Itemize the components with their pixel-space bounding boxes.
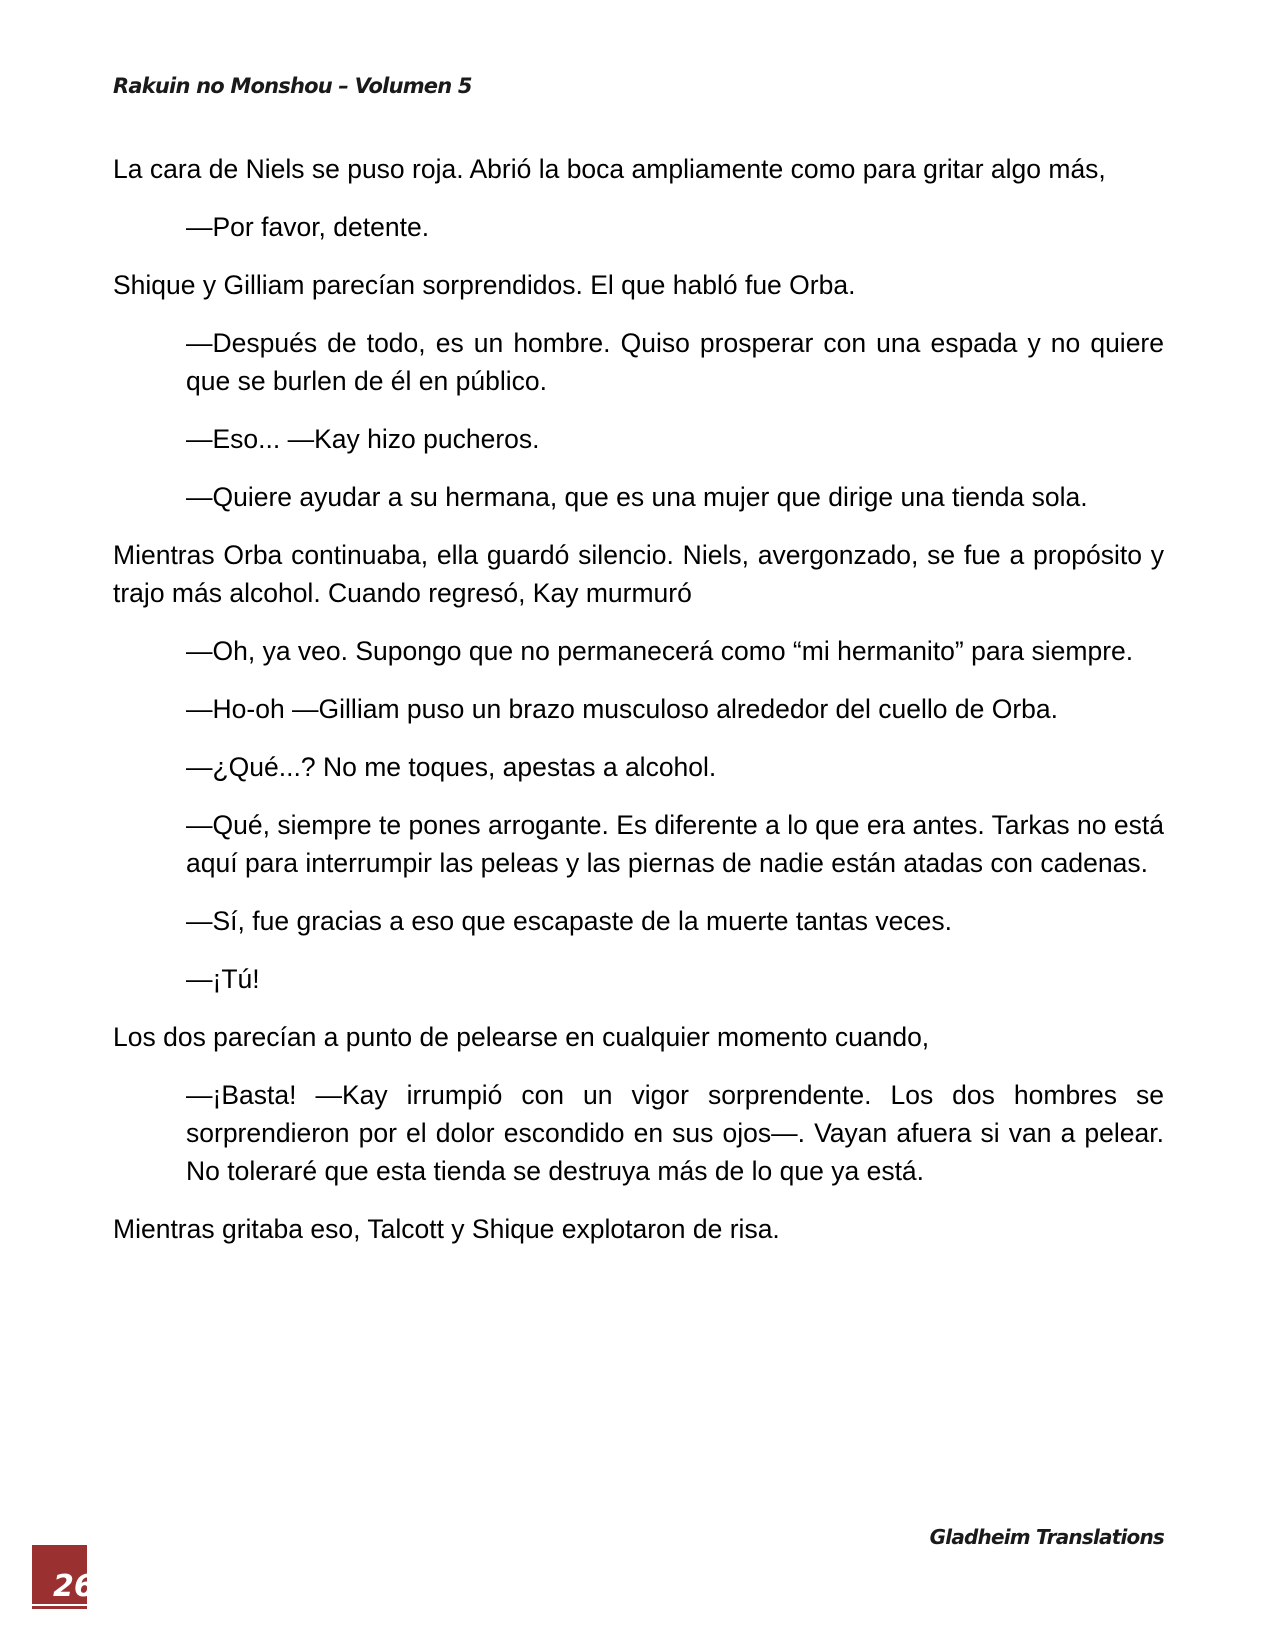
dialogue-paragraph: —¡Basta! —Kay irrumpió con un vigor sorprendente. Los dos hombres se sorprendieron por el dolor escondido en sus ojos—. Vayan afuera si van a pelear. No toleraré que esta tienda se destruya más de lo que ya está. [186,1080,1164,1186]
dialogue-paragraph: —Después de todo, es un hombre. Quiso prosperar con una espada y no quiere que se burlen de él en público. [186,328,1164,396]
dialogue-paragraph: —Quiere ayudar a su hermana, que es una mujer que dirige una tienda sola. [186,482,1088,512]
dialogue-paragraph: —¿Qué...? No me toques, apestas a alcohol. [186,752,717,782]
narration-paragraph: La cara de Niels se puso roja. Abrió la boca ampliamente como para gritar algo más, [113,154,1106,184]
chapter-body [113,150,1164,1268]
footer-brand: Gladheim Translations [929,1525,1164,1549]
dialogue-paragraph: —Qué, siempre te pones arrogante. Es diferente a lo que era antes. Tarkas no está aquí para interrumpir las peleas y las piernas de nadie están atadas con cadenas. [186,810,1164,878]
dialogue-paragraph: —¡Tú! [186,964,260,994]
page-number: 26 [32,1570,101,1606]
dialogue-paragraph: —Sí, fue gracias a eso que escapaste de la muerte tantas veces. [186,906,952,936]
dialogue-paragraph: —Eso... —Kay hizo pucheros. [186,424,540,454]
dialogue-paragraph: —Por favor, detente. [186,212,430,242]
dialogue-paragraph: —Oh, ya veo. Supongo que no permanecerá como “mi hermanito” para siempre. [186,636,1134,666]
running-header-title: Rakuin no Monshou – Volumen 5 [113,74,472,98]
narration-paragraph: Mientras gritaba eso, Talcott y Shique explotaron de risa. [113,1214,780,1244]
page-number-badge [32,1545,95,1609]
dialogue-paragraph: —Ho-oh —Gilliam puso un brazo musculoso alrededor del cuello de Orba. [186,694,1058,724]
narration-paragraph: Los dos parecían a punto de pelearse en cualquier momento cuando, [113,1022,930,1052]
narration-paragraph: Mientras Orba continuaba, ella guardó silencio. Niels, avergonzado, se fue a propósito y trajo más alcohol. Cuando regresó, Kay murmuró [113,540,1164,608]
narration-paragraph: Shique y Gilliam parecían sorprendidos. El que habló fue Orba. [113,270,856,300]
